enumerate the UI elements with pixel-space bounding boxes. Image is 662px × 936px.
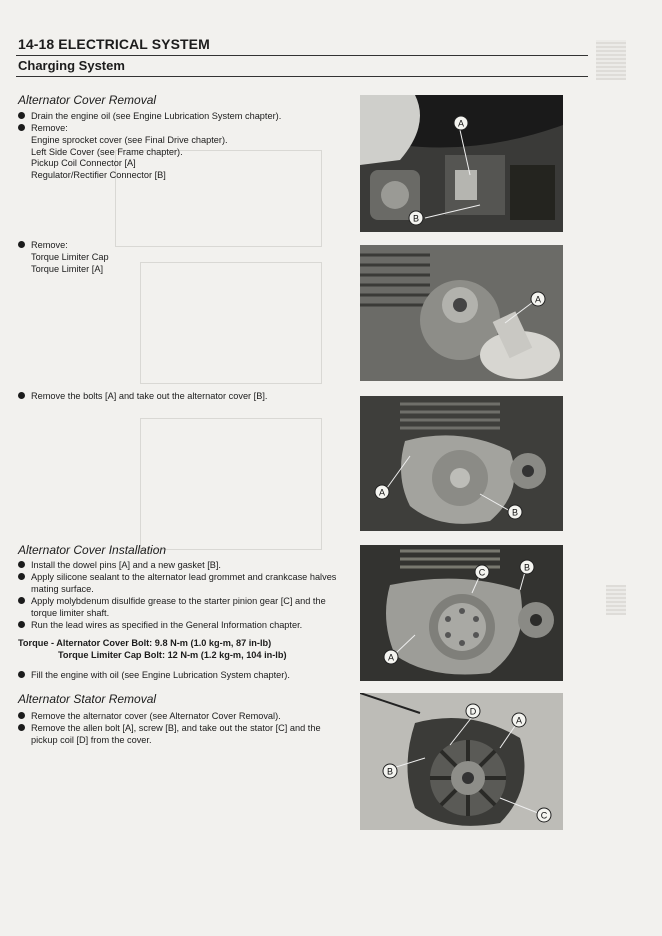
svg-text:B: B xyxy=(523,562,531,573)
callout-b xyxy=(508,505,522,519)
bullet-install-2 xyxy=(18,572,348,595)
cover-installation-heading: Alternator Cover Installation xyxy=(18,543,167,557)
bullet-remove-2 xyxy=(18,240,348,252)
svg-text:A: A xyxy=(515,715,523,726)
torque-line-1: Torque - Alternator Cover Bolt: 9.8 N-m (1.0 kg-m, 87 in-lb) xyxy=(18,638,272,648)
section-rule xyxy=(16,76,588,77)
bullet-remove-1 xyxy=(18,123,348,135)
bullet-dot xyxy=(18,621,25,628)
section-title: Charging System xyxy=(18,58,125,73)
bullet-text: Apply silicone sealant to the alternator lead grommet and crankcase halves mating surface. xyxy=(31,572,337,594)
bullet-install-4 xyxy=(18,620,348,632)
bleed-through-diagram xyxy=(140,418,322,550)
photo-alternator-cover xyxy=(360,396,563,531)
bullet-dot xyxy=(18,724,25,731)
indent-item: Engine sprocket cover (see Final Drive chapter). xyxy=(31,135,228,145)
callout-b xyxy=(409,211,423,225)
cover-removal-heading: Alternator Cover Removal xyxy=(18,93,157,107)
bullet-install-3 xyxy=(18,596,348,619)
bullet-dot xyxy=(18,112,25,119)
bullet-text: Install the dowel pins [A] and a new gasket [B]. xyxy=(31,560,221,570)
bullet-fill-oil xyxy=(18,670,348,682)
bullet-text: Run the lead wires as specified in the General Information chapter. xyxy=(31,620,303,630)
svg-text:A: A xyxy=(387,652,395,663)
bullet-stator-2 xyxy=(18,723,348,746)
bleed-through-graph xyxy=(140,262,322,384)
callout-a xyxy=(531,292,545,306)
indent-item: Torque Limiter [A] xyxy=(31,264,103,274)
bullet-dot xyxy=(18,573,25,580)
svg-text:B: B xyxy=(511,507,519,518)
svg-text:C: C xyxy=(540,810,548,821)
bullet-dot xyxy=(18,597,25,604)
svg-text:D: D xyxy=(469,706,477,717)
bullet-text: Remove the alternator cover (see Alternator Cover Removal). xyxy=(31,711,281,721)
bullet-text: Remove the bolts [A] and take out the alternator cover [B]. xyxy=(31,391,268,401)
bullet-text: Remove the allen bolt [A], screw [B], and take out the stator [C] and the pickup coil [D] from the cover. xyxy=(31,723,321,745)
torque-line-2: Torque Limiter Cap Bolt: 12 N-m (1.2 kg-m, 104 in-lb) xyxy=(58,649,287,660)
photo-stator xyxy=(360,693,563,830)
callout-a xyxy=(375,485,389,499)
svg-text:B: B xyxy=(412,213,420,224)
svg-text:A: A xyxy=(534,294,542,305)
svg-text:C: C xyxy=(478,567,486,578)
stator-removal-heading: Alternator Stator Removal xyxy=(18,692,157,706)
bullet-text: Remove: xyxy=(31,123,68,133)
callout-d xyxy=(466,704,480,718)
bullet-drain-oil xyxy=(18,111,348,123)
page-title: 14-18 ELECTRICAL SYSTEM xyxy=(18,36,210,52)
bullet-dot xyxy=(18,712,25,719)
callout-b xyxy=(520,560,534,574)
indent-item: Left Side Cover (see Frame chapter). xyxy=(31,147,183,157)
callout-a xyxy=(384,650,398,664)
bleed-through-box xyxy=(115,150,322,247)
header-rule xyxy=(16,55,588,56)
page-edge-artifact xyxy=(606,585,626,615)
callout-b xyxy=(383,764,397,778)
bullet-dot xyxy=(18,671,25,678)
bullet-dot xyxy=(18,241,25,248)
indent-item: Regulator/Rectifier Connector [B] xyxy=(31,170,166,180)
callout-a xyxy=(512,713,526,727)
indent-item: Pickup Coil Connector [A] xyxy=(31,158,136,168)
bullet-install-1 xyxy=(18,560,348,572)
page-edge-artifact xyxy=(596,40,626,80)
bullet-dot xyxy=(18,392,25,399)
photo-connectors xyxy=(360,95,563,232)
bullet-text: Fill the engine with oil (see Engine Lubrication System chapter). xyxy=(31,670,290,680)
svg-text:A: A xyxy=(457,118,465,129)
svg-text:A: A xyxy=(378,487,386,498)
svg-text:B: B xyxy=(386,766,394,777)
indent-item: Torque Limiter Cap xyxy=(31,252,109,262)
bullet-dot xyxy=(18,124,25,131)
bullet-stator-1 xyxy=(18,711,348,723)
bullet-text: Apply molybdenum disulfide grease to the starter pinion gear [C] and the torque limiter shaft. xyxy=(31,596,326,618)
callout-c xyxy=(537,808,551,822)
photo-dowel-pins xyxy=(360,545,563,681)
torque-spec xyxy=(18,638,348,661)
callout-a xyxy=(454,116,468,130)
bullet-text: Remove: xyxy=(31,240,68,250)
bullet-remove-bolts xyxy=(18,391,348,403)
bullet-text: Drain the engine oil (see Engine Lubrication System chapter). xyxy=(31,111,282,121)
callout-c xyxy=(475,565,489,579)
photo-torque-limiter xyxy=(360,245,563,381)
bullet-dot xyxy=(18,561,25,568)
